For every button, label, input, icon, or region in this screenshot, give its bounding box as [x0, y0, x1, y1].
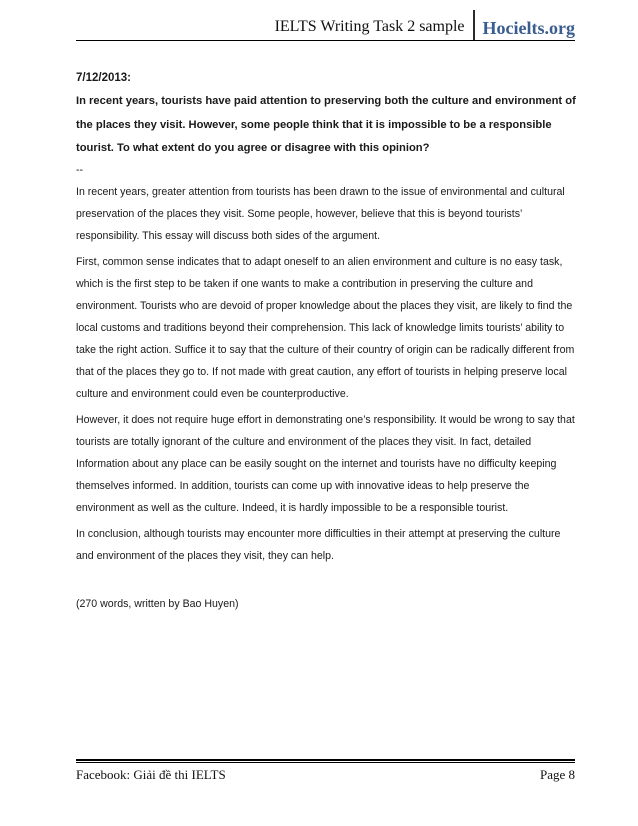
paragraph-body-2: However, it does not require huge effort in demonstrating one’s responsibility. It would be wrong to say that tourists are totally ignorant of the culture and environment of the places they visit. In fact, detailed Information about any place can be easily sought on the internet and tourists have no difficulty keeping themselves informed. In addition, tourists can come up with innovative ideas to help preserve the environment as well as the culture. Indeed, it is hardly impossible to be a responsible tourist. — [76, 413, 575, 514]
header-rule — [76, 40, 575, 41]
document-body — [76, 66, 576, 619]
paragraph-body-1: First, common sense indicates that to adapt oneself to an alien environment and culture is no easy task, which is the first step to be taken if one wants to make a contribution in preserving the culture and environment. Tourists who are devoid of proper knowledge about the places they visit, are likely to find the local customs and traditions beyond their comprehension. This lack of knowledge limits tourists’ ability to take the right action. Suffice it to say that the culture of their country of origin can be radically different from that of the places they go to. If not made with great caution, any effort of tourists in helping preserve local culture and environment could even be counterproductive. — [76, 255, 575, 400]
paragraph-conclusion: In conclusion, although tourists may encounter more difficulties in their attempt at preserving the culture and environment of the places they visit, they can help. — [76, 527, 561, 562]
separator: -- — [76, 163, 84, 176]
brand-logo[interactable]: Hocielts.org — [482, 18, 575, 38]
header-title: IELTS Writing Task 2 sample — [274, 18, 465, 35]
page-header — [275, 10, 575, 40]
paragraph-intro: In recent years, greater attention from tourists has been drawn to the issue of environmental and cultural preservation of the places they visit. Some people, however, believe that this is beyond tourists’ responsibility. This essay will discuss both sides of the argument. — [76, 185, 565, 242]
footer-rule — [76, 759, 575, 761]
page-number: Page 8 — [539, 767, 575, 782]
essay-date: 7/12/2013: — [76, 72, 131, 84]
footer-rule-thin — [76, 762, 575, 763]
footer-facebook: Facebook: Giải đề thi IELTS — [76, 767, 226, 782]
essay-prompt: In recent years, tourists have paid attention to preserving both the culture and environment of the places they visit. However, some people think that it is impossible to be a responsible tourist. To what extent do you agree or disagree with this opinion? — [76, 95, 576, 154]
word-count-credit: (270 words, written by Bao Huyen) — [76, 597, 239, 610]
